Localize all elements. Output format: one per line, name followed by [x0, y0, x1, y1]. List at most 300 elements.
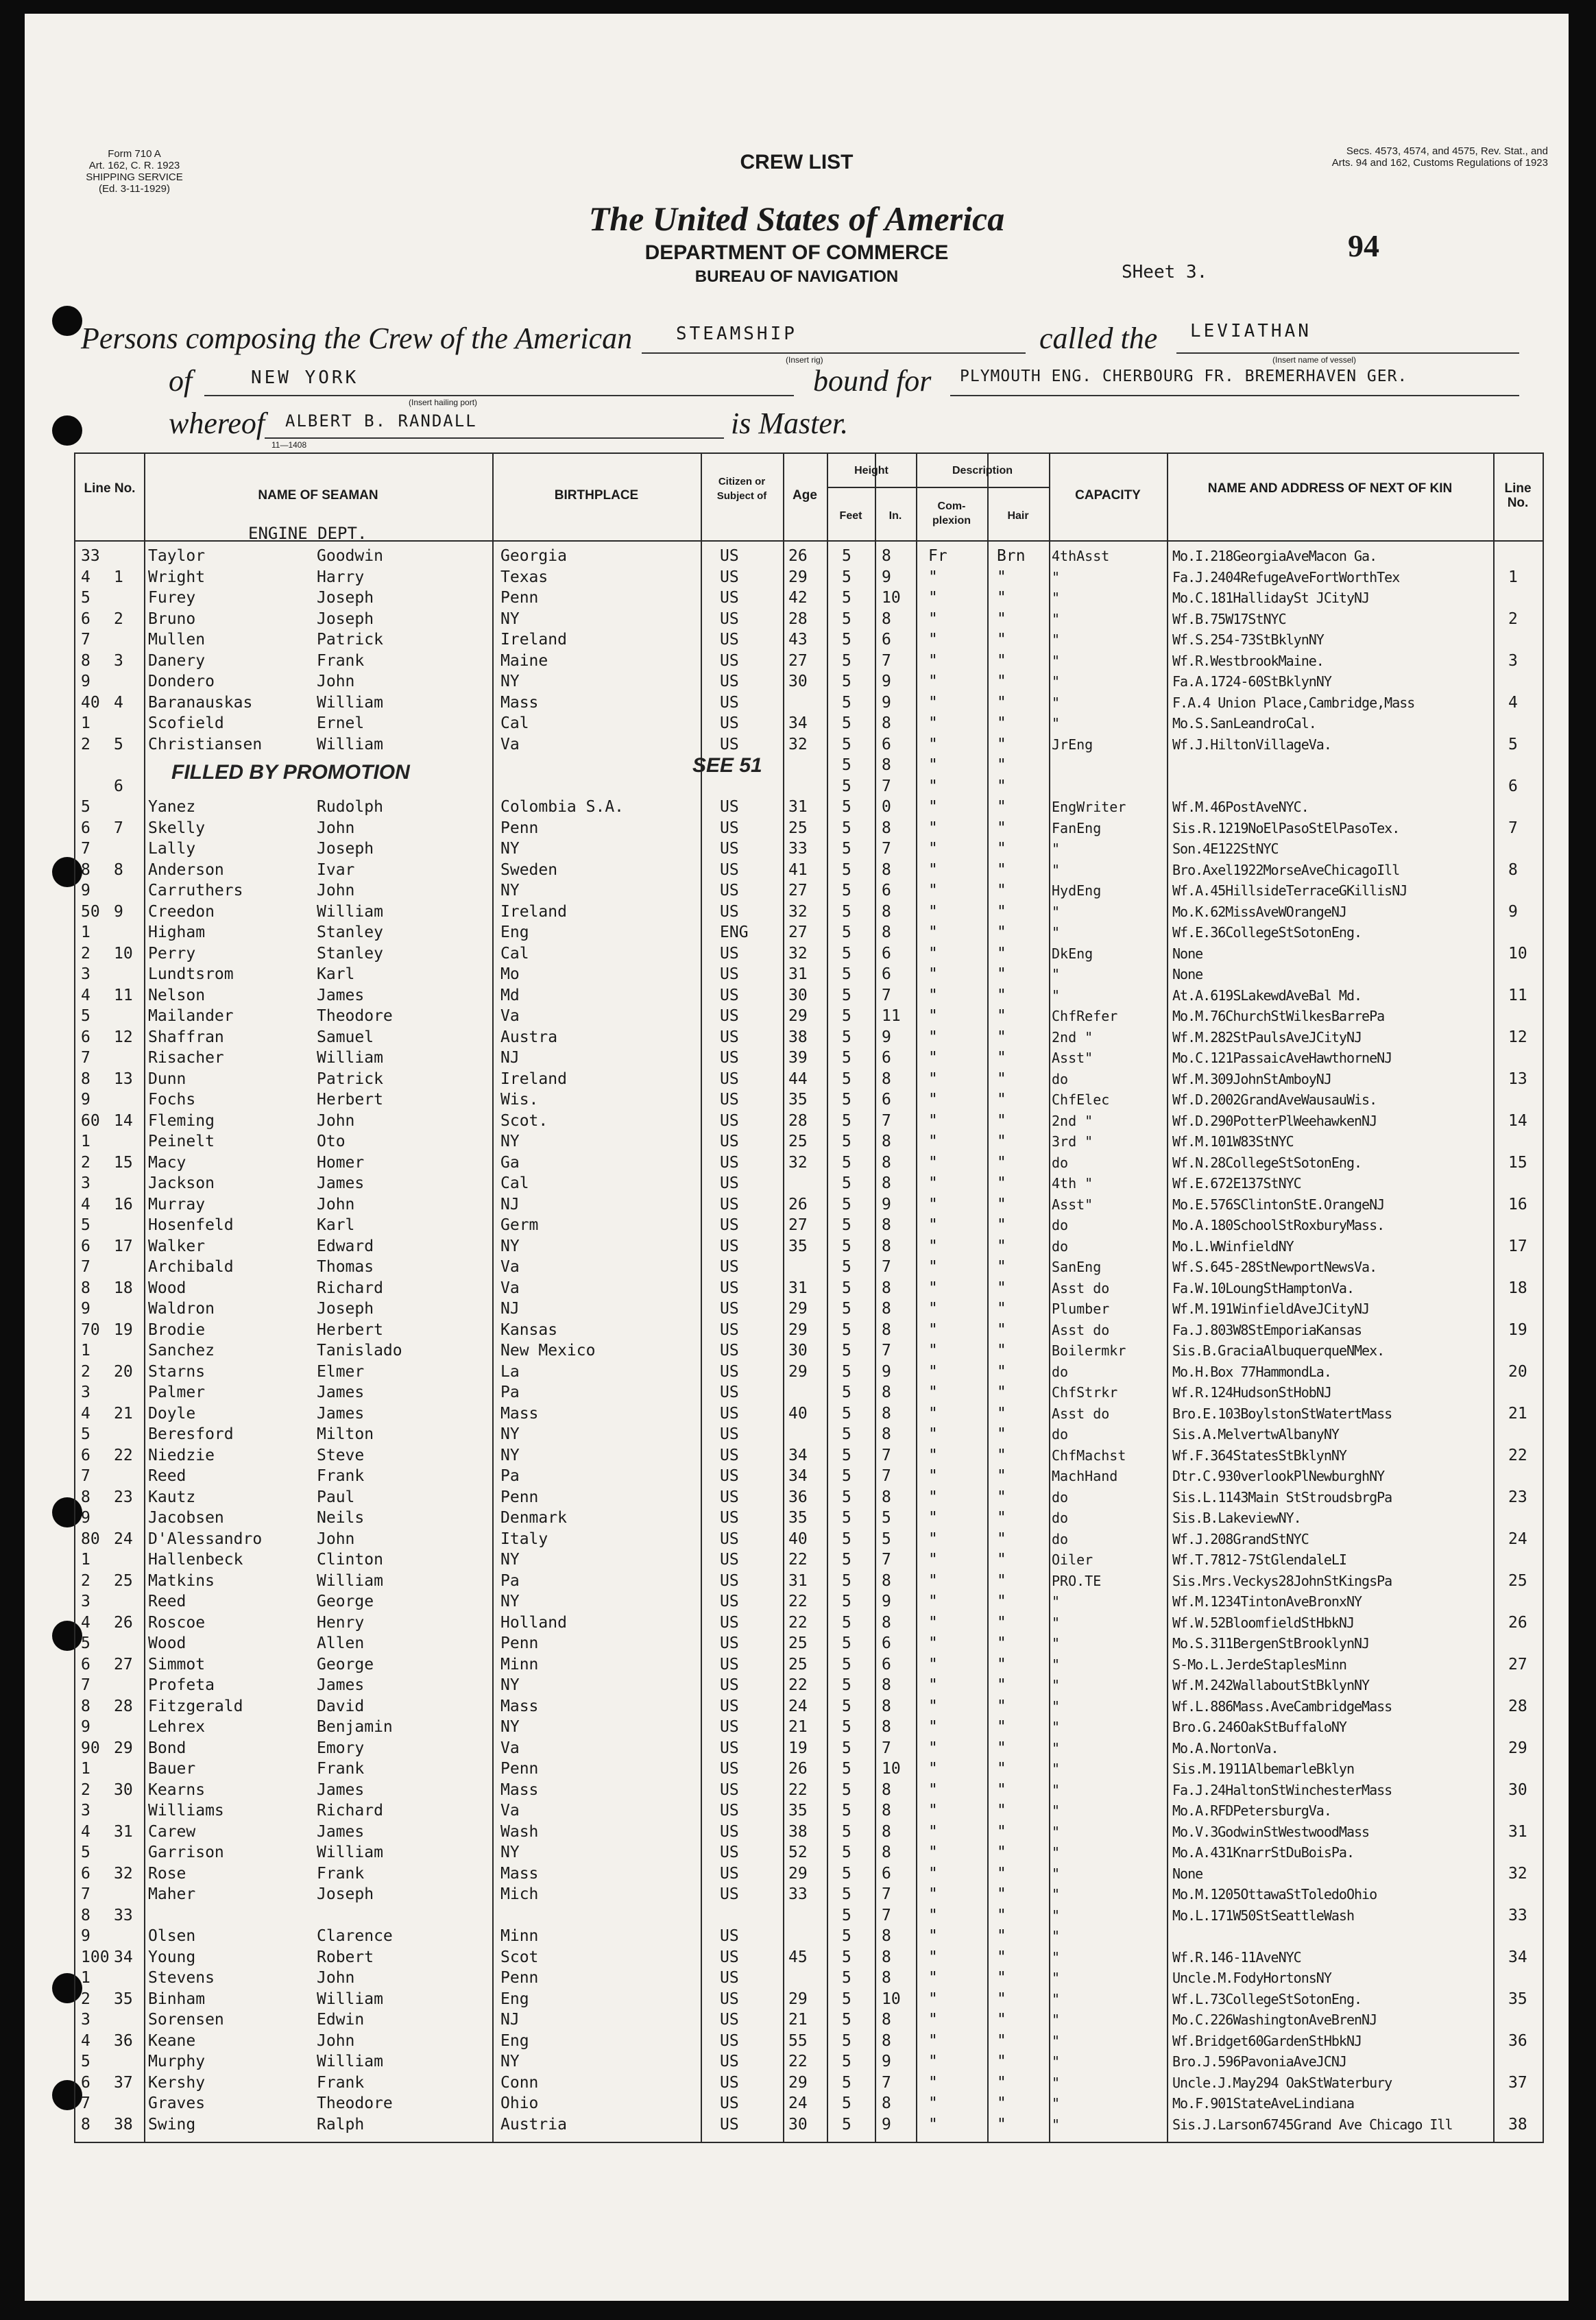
line-number: 8 — [81, 651, 90, 670]
capacity: " — [1052, 652, 1061, 669]
height-inches: 8 — [882, 1844, 891, 1861]
hair: " — [997, 840, 1006, 858]
complexion: " — [928, 1320, 938, 1339]
height-feet: 5 — [842, 1593, 851, 1610]
height-feet: 5 — [842, 2053, 851, 2070]
table-row — [75, 818, 1543, 839]
height-feet: 5 — [842, 1822, 851, 1841]
age: 22 — [788, 2053, 808, 2070]
complexion: " — [928, 1844, 938, 1861]
table-row — [75, 880, 1543, 902]
height-inches: 7 — [882, 1446, 891, 1464]
capacity: Asst" — [1052, 1050, 1093, 1066]
seaman-surname: Palmer — [148, 1383, 206, 1401]
citizenship: ENG — [720, 923, 749, 941]
seaman-given-name: Joseph — [317, 589, 374, 607]
height-feet: 5 — [842, 1551, 851, 1569]
birthplace: Germ — [500, 1216, 539, 1234]
line-number-right: 9 — [1508, 902, 1518, 921]
complexion: " — [928, 1509, 938, 1527]
complexion: " — [928, 1342, 938, 1360]
line-number-right: 8 — [1508, 860, 1518, 879]
complexion-header: Com-plexion — [932, 500, 971, 527]
seaman-given-name: Robert — [317, 1948, 374, 1966]
table-row — [75, 1675, 1543, 1696]
hair: " — [997, 1279, 1006, 1297]
line-number-right: 11 — [1508, 986, 1527, 1004]
seaman-given-name: Thomas — [317, 1258, 374, 1276]
height-feet: 5 — [842, 1488, 851, 1506]
seaman-given-name: Clinton — [317, 1551, 383, 1569]
seaman-surname: Bond — [148, 1739, 186, 1757]
seaman-surname: Waldron — [148, 1300, 215, 1318]
line-number: 80 — [81, 1530, 100, 1548]
height-feet: 5 — [842, 1509, 851, 1527]
height-feet: 5 — [842, 1613, 851, 1632]
height-feet: 5 — [842, 1718, 851, 1736]
height-inches: 7 — [882, 1739, 891, 1757]
birthplace: NJ — [500, 2011, 520, 2029]
height-inches: 0 — [882, 798, 891, 816]
seaman-given-name: George — [317, 1593, 374, 1610]
next-of-kin: Wf.R.124HudsonStHobNJ — [1172, 1384, 1331, 1401]
complexion: " — [928, 1028, 938, 1046]
capacity: " — [1052, 1781, 1061, 1798]
birthplace: Mass — [500, 1780, 539, 1799]
age: 32 — [788, 944, 808, 963]
height-inches: 7 — [882, 651, 891, 670]
birthplace: NY — [500, 1676, 520, 1694]
complexion: " — [928, 1111, 938, 1130]
table-row — [75, 1278, 1543, 1299]
table-row — [75, 1069, 1543, 1090]
height-feet: 5 — [842, 944, 851, 963]
seaman-given-name: Karl — [317, 965, 355, 983]
birthplace: NY — [500, 1425, 520, 1443]
complexion: " — [928, 798, 938, 816]
next-of-kin: Sis.M.1911AlbemarleBklyn — [1172, 1761, 1354, 1777]
capacity: do — [1052, 1154, 1069, 1171]
age: 25 — [788, 1655, 808, 1673]
height-inches: 11 — [882, 1007, 901, 1025]
table-row — [75, 1382, 1543, 1403]
seaman-surname: Carew — [148, 1822, 196, 1841]
line-number-right: 20 — [1508, 1362, 1527, 1381]
citizenship: US — [720, 1300, 739, 1318]
capacity: PRO.TE — [1052, 1572, 1102, 1589]
height-inches: 8 — [882, 2094, 891, 2112]
line-number: 100 — [81, 1948, 110, 1966]
table-row — [75, 1549, 1543, 1571]
complexion: " — [928, 1739, 938, 1757]
capacity: " — [1052, 1656, 1061, 1673]
citizenship: US — [720, 1425, 739, 1443]
height-inches: 10 — [882, 1990, 901, 2008]
table-row — [75, 2031, 1543, 2052]
height-inches: 8 — [882, 860, 891, 879]
complexion: " — [928, 882, 938, 899]
line-number-right: 19 — [1508, 1320, 1527, 1339]
seaman-given-name: James — [317, 1174, 365, 1192]
citizenship: US — [720, 1467, 739, 1485]
seaman-surname: Jackson — [148, 1174, 215, 1192]
citizenship: US — [720, 1320, 739, 1339]
height-inches: 7 — [882, 1885, 891, 1903]
line-number: 9 — [81, 673, 90, 690]
seaman-surname: Kautz — [148, 1488, 196, 1506]
age: 29 — [788, 1007, 808, 1025]
line-number: 1 — [81, 1133, 90, 1150]
capacity: do — [1052, 1363, 1069, 1380]
capacity: " — [1052, 590, 1061, 606]
seaman-surname: Taylor — [148, 547, 206, 565]
table-row — [75, 1340, 1543, 1362]
table-row — [75, 2093, 1543, 2114]
line-number-right: 12 — [1508, 1028, 1527, 1046]
hair: " — [997, 631, 1006, 649]
height-inches: 6 — [882, 1049, 891, 1067]
complexion: " — [928, 1216, 938, 1234]
capacity: " — [1052, 1635, 1061, 1652]
seaman-given-name: William — [317, 1844, 383, 1861]
height-inches: 7 — [882, 1111, 891, 1130]
capacity: " — [1052, 1614, 1061, 1631]
seaman-given-name: John — [317, 1111, 355, 1130]
hair: " — [997, 1404, 1006, 1423]
section-heading: ENGINE DEPT. — [248, 524, 367, 543]
birthplace: Ireland — [500, 902, 567, 921]
capacity-header: CAPACITY — [1075, 488, 1141, 503]
capacity: Asst do — [1052, 1405, 1110, 1422]
line-number: 40 — [81, 693, 100, 712]
birthplace: Wis. — [500, 1091, 539, 1109]
citizenship: US — [720, 1885, 739, 1903]
citizenship: US — [720, 1258, 739, 1276]
capacity: " — [1052, 1865, 1061, 1882]
complexion: " — [928, 609, 938, 628]
height-feet: 5 — [842, 1676, 851, 1694]
next-of-kin-header: NAME AND ADDRESS OF NEXT OF KIN — [1207, 481, 1453, 496]
capacity: do — [1052, 1070, 1069, 1087]
capacity: 2nd " — [1052, 1028, 1093, 1046]
complexion: " — [928, 1780, 938, 1799]
height-inches: 8 — [882, 714, 891, 732]
height-inches: 6 — [882, 965, 891, 983]
seaman-given-name: John — [317, 819, 355, 837]
height-inches: 6 — [882, 1655, 891, 1673]
hair: " — [997, 1488, 1006, 1506]
age: 27 — [788, 882, 808, 899]
height-inches: 8 — [882, 923, 891, 941]
birthplace: NY — [500, 882, 520, 899]
line-sub-number: 3 — [114, 651, 123, 670]
next-of-kin: Sis.L.1143Main StStroudsbrgPa — [1172, 1488, 1392, 1506]
whereof-label: whereof — [169, 407, 265, 440]
next-of-kin: Wf.D.2002GrandAveWausauWis. — [1172, 1091, 1377, 1108]
birthplace: Mich — [500, 1885, 539, 1903]
capacity: do — [1052, 1426, 1069, 1442]
birthplace: Austria — [500, 2115, 567, 2134]
citizenship: US — [720, 1174, 739, 1192]
vessel-name-caption: (Insert name of vessel) — [1272, 355, 1357, 365]
height-inches: 8 — [882, 1425, 891, 1443]
line-number: 7 — [81, 840, 90, 858]
table-row — [75, 651, 1543, 672]
seaman-given-name: Frank — [317, 1467, 365, 1485]
birthplace: Scot — [500, 1948, 539, 1966]
next-of-kin: Son.4E122StNYC — [1172, 841, 1279, 857]
age: 45 — [788, 1948, 808, 1966]
seaman-given-name: James — [317, 1404, 365, 1423]
hair: " — [997, 756, 1006, 774]
port-caption: (Insert hailing port) — [409, 398, 478, 407]
hair: " — [997, 1613, 1006, 1632]
age: 28 — [788, 1111, 808, 1130]
hair: " — [997, 1551, 1006, 1569]
height-feet: 5 — [842, 1153, 851, 1172]
line-number: 6 — [81, 609, 90, 628]
citizenship: US — [720, 1279, 739, 1297]
hair: " — [997, 1571, 1006, 1590]
next-of-kin: Wf.T.7812-7StGlendaleLI — [1172, 1551, 1346, 1568]
birthplace: Ga — [500, 1153, 520, 1172]
age: 30 — [788, 673, 808, 690]
height-inches: 8 — [882, 1969, 891, 1987]
height-inches: 7 — [882, 1342, 891, 1360]
height-inches: 8 — [882, 1216, 891, 1234]
line-sub-number: 24 — [114, 1530, 133, 1548]
age: 29 — [788, 1362, 808, 1381]
height-feet: 5 — [842, 714, 851, 732]
complexion: " — [928, 1822, 938, 1841]
citizenship: US — [720, 1780, 739, 1799]
seaman-surname: Lally — [148, 840, 196, 858]
capacity: " — [1052, 1886, 1061, 1902]
next-of-kin: Wf.F.364StatesStBklynNY — [1172, 1447, 1346, 1464]
next-of-kin: Mo.S.311BergenStBrooklynNJ — [1172, 1635, 1370, 1652]
next-of-kin: None — [1172, 966, 1203, 982]
birthplace: Pa — [500, 1467, 520, 1485]
seaman-surname: Bruno — [148, 609, 196, 628]
birthplace: Mass — [500, 693, 539, 712]
complexion: " — [928, 1864, 938, 1883]
height-feet: 5 — [842, 1906, 851, 1924]
seaman-surname: Sorensen — [148, 2011, 224, 2029]
capacity: do — [1052, 1488, 1069, 1506]
height-inches: 6 — [882, 631, 891, 649]
complexion: " — [928, 1404, 938, 1423]
next-of-kin: Mo.L.171W50StSeattleWash — [1172, 1907, 1354, 1924]
seaman-given-name: William — [317, 1571, 383, 1590]
seaman-surname: Yanez — [148, 798, 196, 816]
line-number: 8 — [81, 1488, 90, 1506]
seaman-surname: Roscoe — [148, 1613, 206, 1632]
capacity: " — [1052, 1593, 1061, 1610]
complexion: " — [928, 1969, 938, 1987]
next-of-kin: Wf.W.52BloomfieldStHbkNJ — [1172, 1614, 1354, 1631]
seaman-surname: Simmot — [148, 1655, 206, 1673]
line-number: 1 — [81, 714, 90, 732]
form-number: Form 710 A — [108, 148, 161, 160]
seaman-surname: Peinelt — [148, 1133, 215, 1150]
table-row — [75, 546, 1543, 567]
table-row — [75, 1089, 1543, 1111]
next-of-kin: Mo.M.1205OttawaStToledoOhio — [1172, 1886, 1377, 1902]
height-inches: 8 — [882, 902, 891, 921]
citizenship: US — [720, 1362, 739, 1381]
complexion: " — [928, 673, 938, 690]
height-inches: 8 — [882, 1320, 891, 1339]
seaman-surname: Danery — [148, 651, 206, 670]
line-number: 6 — [81, 1028, 90, 1046]
capacity: DkEng — [1052, 945, 1093, 962]
seaman-surname: Carruthers — [148, 882, 243, 899]
complexion: " — [928, 1174, 938, 1192]
line-sub-number: 26 — [114, 1613, 133, 1632]
capacity: " — [1052, 2074, 1061, 2091]
seaman-given-name: John — [317, 1530, 355, 1548]
capacity: " — [1052, 861, 1061, 878]
height-feet: 5 — [842, 1091, 851, 1109]
next-of-kin: Wf.E.672E137StNYC — [1172, 1175, 1301, 1192]
height-feet: 5 — [842, 2094, 851, 2112]
citizenship: US — [720, 1342, 739, 1360]
seaman-surname: Keane — [148, 2031, 196, 2050]
capacity: " — [1052, 1948, 1061, 1966]
table-row — [75, 1947, 1543, 1968]
line-number: 5 — [81, 1844, 90, 1861]
table-row — [75, 588, 1543, 609]
seaman-given-name: Stanley — [317, 923, 383, 941]
complexion: " — [928, 1802, 938, 1820]
line-sub-number: 13 — [114, 1070, 133, 1088]
line-number: 6 — [81, 819, 90, 837]
line-number: 7 — [81, 1676, 90, 1694]
citizenship: US — [720, 1383, 739, 1401]
next-of-kin: Mo.M.76ChurchStWilkesBarrePa — [1172, 1008, 1385, 1024]
complexion: " — [928, 1237, 938, 1255]
complexion: " — [928, 2073, 938, 2092]
seaman-given-name: Steve — [317, 1446, 365, 1464]
height-feet: 5 — [842, 568, 851, 586]
age: 29 — [788, 568, 808, 586]
hair: " — [997, 798, 1006, 816]
seaman-given-name: Benjamin — [317, 1718, 393, 1736]
height-feet: 5 — [842, 2115, 851, 2134]
hair: " — [997, 1676, 1006, 1694]
line-sub-number: 34 — [114, 1948, 133, 1966]
next-of-kin: None — [1172, 945, 1203, 962]
bureau-title: BUREAU OF NAVIGATION — [694, 267, 899, 286]
height-feet: 5 — [842, 1969, 851, 1987]
hair: " — [997, 1780, 1006, 1799]
height-inches: 9 — [882, 2115, 891, 2134]
seaman-surname: Stevens — [148, 1969, 215, 1987]
seaman-given-name: Oto — [317, 1133, 346, 1150]
table-row — [75, 964, 1543, 985]
table-row — [75, 797, 1543, 818]
citizenship: US — [720, 1133, 739, 1150]
table-row — [75, 860, 1543, 881]
citizenship: US — [720, 1864, 739, 1883]
table-row — [75, 1131, 1543, 1152]
height-feet: 5 — [842, 1571, 851, 1590]
line-number: 5 — [81, 1007, 90, 1025]
birthplace: Conn — [500, 2073, 539, 2092]
next-of-kin: Sis.Mrs.Veckys28JohnStKingsPa — [1172, 1572, 1392, 1589]
age: 27 — [788, 923, 808, 941]
hair: " — [997, 1822, 1006, 1841]
birthplace: Ohio — [500, 2094, 539, 2112]
citizenship: US — [720, 651, 739, 670]
line-number: 5 — [81, 1216, 90, 1234]
seaman-surname: Creedon — [148, 902, 215, 921]
seaman-given-name: John — [317, 882, 355, 899]
height-inches: 8 — [882, 1300, 891, 1318]
birthplace: NJ — [500, 1195, 520, 1213]
inches-header: In. — [888, 510, 902, 522]
next-of-kin: Sis.A.MelvertwAlbanyNY — [1172, 1426, 1339, 1442]
capacity: do — [1052, 1237, 1069, 1255]
citizenship: US — [720, 1634, 739, 1652]
vessel-name: LEVIATHAN — [1190, 321, 1311, 341]
birthplace: Penn — [500, 1634, 539, 1652]
seaman-given-name: Edwin — [317, 2011, 365, 2029]
birthplace: NY — [500, 2053, 520, 2070]
line-number: 9 — [81, 1509, 90, 1527]
line-number-right: 38 — [1508, 2115, 1527, 2134]
age: 32 — [788, 1153, 808, 1172]
seaman-surname: Graves — [148, 2094, 206, 2112]
line-sub-number: 6 — [114, 777, 123, 795]
birthplace: Penn — [500, 589, 539, 607]
vessel-rig: STEAMSHIP — [676, 324, 797, 344]
hair: " — [997, 860, 1006, 879]
line-number: 1 — [81, 1760, 90, 1778]
seaman-given-name: Joseph — [317, 1300, 374, 1318]
citizen-header: Citizen or Subject of — [716, 476, 767, 502]
capacity: Asst do — [1052, 1321, 1110, 1338]
seaman-surname: Reed — [148, 1593, 186, 1610]
complexion: " — [928, 2011, 938, 2029]
citizenship: US — [720, 547, 739, 565]
age: 29 — [788, 1990, 808, 2008]
citizenship: US — [720, 1404, 739, 1423]
line-number: 7 — [81, 2094, 90, 2112]
hair: " — [997, 1320, 1006, 1339]
seaman-given-name: Frank — [317, 2073, 365, 2092]
citizenship: US — [720, 1007, 739, 1025]
age: 29 — [788, 1864, 808, 1883]
line-sub-number: 12 — [114, 1028, 133, 1046]
line-number: 70 — [81, 1320, 100, 1339]
birthplace: Kansas — [500, 1320, 558, 1339]
height-inches: 6 — [882, 944, 891, 963]
capacity: " — [1052, 1761, 1061, 1777]
hair: " — [997, 986, 1006, 1004]
line-number-right: 31 — [1508, 1822, 1527, 1841]
age: 19 — [788, 1739, 808, 1757]
complexion: " — [928, 1279, 938, 1297]
punch-hole — [52, 306, 82, 336]
birthplace: Cal — [500, 714, 529, 732]
table-row — [75, 1863, 1543, 1885]
line-number-right: 18 — [1508, 1279, 1527, 1297]
age: 35 — [788, 1091, 808, 1109]
age: 55 — [788, 2031, 808, 2050]
complexion: " — [928, 714, 938, 732]
age: 29 — [788, 2073, 808, 2092]
